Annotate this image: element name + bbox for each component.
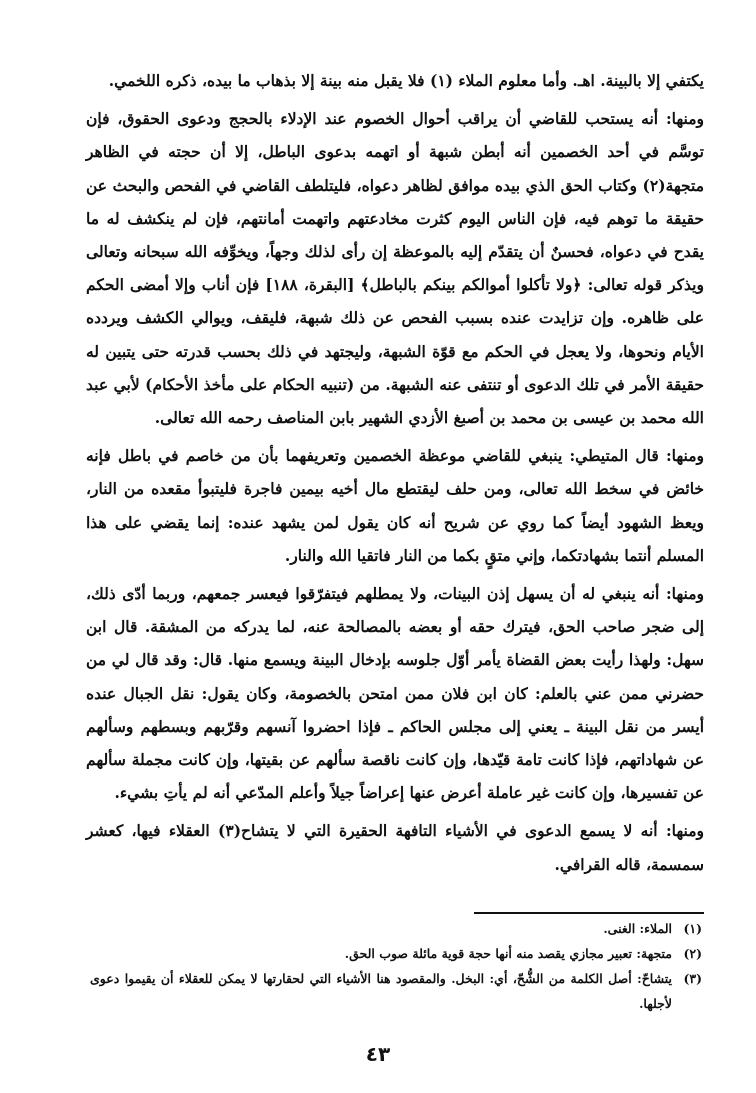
quran-verse: ﴿ولا تأكلوا أموالكم بينكم بالباطل﴾ [البقرة، ١٨٨] <box>265 275 582 295</box>
paragraph-text-continued: فإن أناب وإلا أمضى الحكم على ظاهره. وإن تزايدت عنده بسبب الفحص عن ذلك شبهة، فليقف، ويوالي الكشف ويردده الأيام ونحوها، ولا يعجل في الحكم مع قوّة الشبهة، وليجتهد في ذلك بحسب قدرته حتى يتبين له حقيقة الأمر في تلك الدعوى أو تنتفى عنه الشبهة. من (تنبيه الحكام على مأخذ الأحكام) لأبي عبد الله محمد بن عيسى بن محمد بن أصبغ الأزدي الشهير بابن المناصف رحمه الله تعالى. <box>86 275 704 428</box>
footnote-text: متجهة: تعبير مجازي يقصد منه أنها حجة قوية مائلة صوب الحق. <box>344 946 672 961</box>
page-number: ٤٣ <box>365 1042 391 1066</box>
paragraph-text: أنه لا يسمع الدعوى في الأشياء التافهة الحقيرة التي لا يتشاح(٣) العقلاء فيها، كعشر سمسمة، قاله القرافي. <box>86 821 704 874</box>
paragraph-text: يكتفي إلا بالبينة. اهـ. وأما معلوم الملاء (١) فلا يقبل منه بينة إلا بذهاب ما بيده، ذكره اللخمي. <box>108 71 704 90</box>
paragraph-4 <box>86 577 704 809</box>
paragraph-2 <box>86 102 704 434</box>
footnote-number: (٣) <box>683 971 702 986</box>
paragraph-1 <box>86 64 704 97</box>
footnote-number: (٢) <box>683 946 702 961</box>
paragraph-lead: ومنها: <box>665 446 705 466</box>
footnotes <box>90 916 702 1016</box>
paragraph-text: أنه ينبغي له أن يسهل إذن البينات، ولا يمطلهم فيتفرّقوا فيعسر جمعهم، وربما أدّى ذلك، إلى ضجر صاحب الحق، فيترك حقه أو بعضه بالمصالحة عنه، لما يدركه من المشقة. قال ابن سهل: ولهذا رأيت بعض القضاة يأمر أوّل جلوسه بإدخال البينة ويسمع منها. قال: وقد قال لي من حضرني ممن عني بالعلم: كان ابن فلان ممن امتحن بالخصومة، وكان يقول: نقل الجبال عنده أيسر من نقل البينة ـ يعني إلى مجلس الحاكم ـ فإذا احضروا آنسهم وقرّبهم وبسطهم وسألهم عن شهاداتهم، فإذا كانت تامة قيّدها، وإن كانت ناقصة سألهم عن بقيتها، وإن كانت مجملة سألهم عن تفسيرها، وإن كانت غير عاملة أعرض عنها إعراضاً جيلاً وأعلم المدّعي أنه لم يأتِ بشيء. <box>86 584 704 803</box>
footnote-divider <box>474 912 704 914</box>
footnote-item <box>90 941 702 966</box>
paragraph-5 <box>86 814 704 880</box>
paragraph-text: أنه يستحب للقاضي أن يراقب أحوال الخصوم عند الإدلاء بالحجج ودعوى الحقوق، فإن توسَّم في أحد الخصمين أنه أبطن شبهة أو اتهمه بدعوى الباطل، إلا أن حجته في الظاهر متجهة(٢) وكتاب الحق الذي بيده موافق لظاهر دعواه، فليتلطف القاضي في الفحص والبحث عن حقيقة ما توهم فيه، فإن الناس اليوم كثرت مخادعتهم واتهمت أمانتهم، فإن لم ينكشف له ما يقدح في دعواه، فحسنٌ أن يتقدّم إليه بالموعظة إن رأى لذلك وجهاً، ويخوِّفه الله سبحانه وتعالى ويذكر قوله تعالى: <box>86 109 705 295</box>
paragraph-lead: ومنها: <box>665 584 704 604</box>
footnote-item <box>90 916 702 941</box>
paragraph-lead: ومنها: <box>665 821 704 841</box>
footnote-number: (١) <box>683 921 702 936</box>
footnote-item <box>90 966 702 1016</box>
paragraph-3 <box>86 439 704 572</box>
footnote-text: يتشاحّ: أصل الكلمة من الشُّحّ، أي: البخل. والمقصود هنا الأشياء التي لحقارتها لا يمكن للعقلاء أن يقيموا دعوى لأجلها. <box>90 971 672 1011</box>
paragraph-lead: ومنها: <box>665 109 704 129</box>
paragraph-text: قال المتيطي: ينبغي للقاضي موعظة الخصمين وتعريفهما بأن من خاصم في باطل فإنه خائض في سخط الله تعالى، ومن حلف ليقتطع مال أخيه بيمين فاجرة فليتبوأ مقعده من النار، ويعظ الشهود أيضاً كما روي عن شريح أنه كان يقول لمن يشهد عنده: إنما يقضي على هذا المسلم أنتما بشهادتكما، وإني متقٍ بكما من النار فاتقيا الله والنار. <box>86 446 704 565</box>
main-text <box>86 64 704 886</box>
footnote-text: الملاء: الغنى. <box>603 921 672 936</box>
